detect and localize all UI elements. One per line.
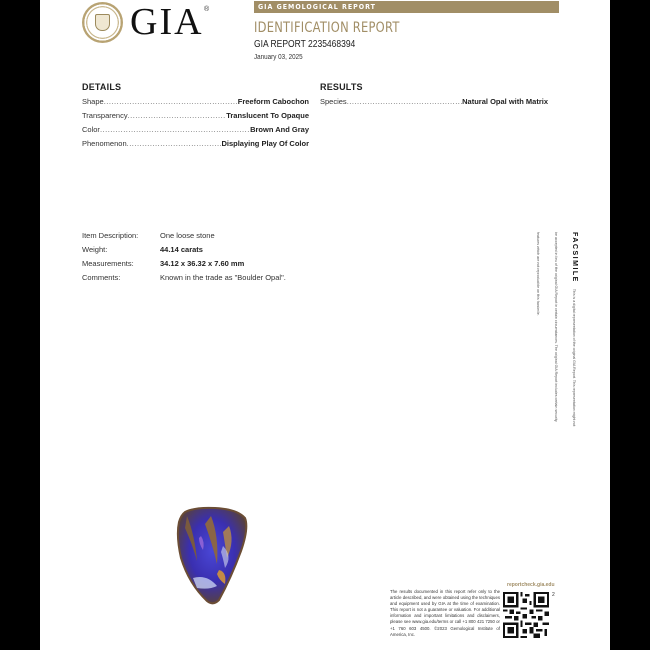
qr-index: 2 — [552, 592, 555, 598]
detail-label: Phenomenon — [82, 139, 127, 148]
result-label: Species — [320, 97, 347, 106]
details-row-color — [82, 125, 309, 135]
info-label: Weight: — [82, 245, 108, 254]
qr-code-icon[interactable] — [503, 592, 549, 638]
info-value: 34.12 x 36.32 x 7.60 mm — [160, 259, 245, 268]
facsimile-title: FACSIMILE — [571, 232, 578, 283]
details-row-phenomenon — [82, 139, 309, 149]
results-heading: RESULTS — [320, 82, 363, 92]
footer-disclaimer: The results documented in this report refer only to the article described, and were obtained using the techniques and equipment used by GIA at the time of examination. This report is not a guarantee or valuation. For additional information and important limitations and disclaimers, please see www.gia.edu/terms or call +1 800 421 7250 or +1 760 603 4500. ©2023 Gemological Institute of America, Inc. — [390, 589, 500, 637]
info-label: Measurements: — [82, 259, 134, 268]
result-value: Natural Opal with Matrix — [462, 97, 548, 106]
opal-stone-image — [175, 506, 249, 606]
info-value: 44.14 carats — [160, 245, 203, 254]
report-number: GIA REPORT 2235468394 — [254, 39, 356, 50]
facsimile-note — [536, 232, 586, 427]
reportcheck-link[interactable]: reportcheck.gia.edu — [507, 582, 555, 588]
leader-dots — [347, 97, 462, 107]
details-heading: DETAILS — [82, 82, 122, 92]
details-row-transparency — [82, 111, 309, 121]
detail-label: Shape — [82, 97, 104, 106]
results-row-species — [320, 97, 548, 107]
detail-value: Brown And Gray — [250, 125, 309, 134]
gia-logo: GIA — [130, 1, 204, 43]
detail-value: Translucent To Opaque — [226, 111, 309, 120]
detail-label: Color — [82, 125, 100, 134]
registered-mark: ® — [204, 6, 210, 13]
detail-label: Transparency — [82, 111, 128, 120]
gia-seal-icon — [82, 2, 123, 43]
leader-dots — [128, 111, 227, 121]
info-label: Item Description: — [82, 231, 139, 240]
info-value: One loose stone — [160, 231, 215, 240]
detail-value: Freeform Cabochon — [237, 97, 309, 106]
report-banner: GIA GEMOLOGICAL REPORT — [254, 1, 559, 13]
info-value: Known in the trade as "Boulder Opal". — [160, 273, 286, 282]
leader-dots — [100, 125, 250, 135]
details-row-shape — [82, 97, 309, 107]
detail-value: Displaying Play Of Color — [221, 139, 309, 148]
report-date: January 03, 2025 — [254, 54, 303, 61]
report-title: IDENTIFICATION REPORT — [254, 20, 400, 36]
report-page — [40, 0, 610, 650]
facsimile-body: This is a digital representation of the original GIA Report. This representation might not be accepted in lieu of the original GIA Report in certain circumstances. The original GIA Report includes certain security features which are not reproducible on this facsimile. — [536, 232, 576, 427]
leader-dots — [127, 139, 222, 149]
info-label: Comments: — [82, 273, 121, 282]
leader-dots — [104, 97, 238, 107]
